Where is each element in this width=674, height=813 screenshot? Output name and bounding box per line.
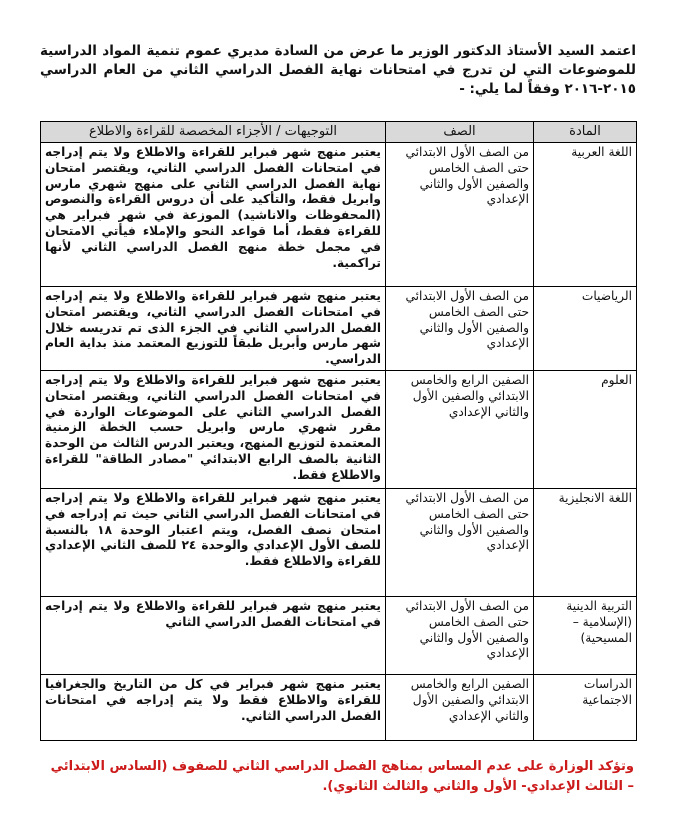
exam-exclusions-table bbox=[40, 121, 637, 741]
grade-cell: من الصف الأول الابتدائي حتى الصف الخامس والصفين الأول والثاني الإعدادي bbox=[386, 287, 534, 371]
table-row bbox=[41, 489, 637, 597]
notes-cell: يعتبر منهج شهر فبراير للقراءة والاطلاع ولا يتم إدراجه في امتحانات الفصل الدراسي الثاني bbox=[41, 597, 386, 675]
subject-cell: التربية الدينية (الإسلامية – المسيحية) bbox=[534, 597, 637, 675]
notes-cell: يعتبر منهج شهر فبراير في كل من التاريخ والجغرافيا للقراءة والاطلاع فقط ولا يتم إدراجه في امتحانات الفصل الدراسي الثاني. bbox=[41, 675, 386, 741]
footer-note: وتؤكد الوزارة على عدم المساس بمناهج الفصل الدراسي الثاني للصفوف (السادس الابتدائي – الثالث الإعدادي- الأول والثاني والثالث الثانوي). bbox=[50, 759, 634, 794]
table-row bbox=[41, 675, 637, 741]
table-row bbox=[41, 287, 637, 371]
notes-cell: يعتبر منهج شهر فبراير للقراءة والاطلاع ولا يتم إدراجه في امتحانات الفصل الدراسي الثاني، ويقتصر امتحان الفصل الدراسي الثاني في الجزء الذى تم تدريسه خلال شهر مارس وأبريل طبقاً للتوزيع المعتمد منذ بداية العام الدراسي. bbox=[41, 287, 386, 371]
header-grade: الصف bbox=[386, 122, 534, 143]
subject-cell: الرياضيات bbox=[534, 287, 637, 371]
notes-cell: يعتبر منهج شهر فبراير للقراءة والاطلاع ولا يتم إدراجه في امتحانات الفصل الدراسي الثاني، ويقتصر امتحان الفصل الدراسي الثاني على الموضوعات الواردة في مقرر شهري مارس وابريل حسب الخطة الزمنية المعتمدة لتوزيع المنهج، ويعتبر الدرس الثالث من الوحدة الثانية بالصف الرابع الابتدائي "مصادر الطاقة" للقراءة والاطلاع فقط. bbox=[41, 371, 386, 489]
table-header-row bbox=[41, 122, 637, 143]
grade-cell: من الصف الأول الابتدائي حتى الصف الخامس والصفين الأول والثاني الإعدادي bbox=[386, 597, 534, 675]
table-row bbox=[41, 143, 637, 287]
header-subject: المادة bbox=[534, 122, 637, 143]
grade-cell: من الصف الأول الابتدائي حتى الصف الخامس والصفين الأول والثاني الإعدادي bbox=[386, 143, 534, 287]
subject-cell: اللغة العربية bbox=[534, 143, 637, 287]
intro-paragraph: اعتمد السيد الأستاذ الدكتور الوزير ما عرض من السادة مديري عموم تنمية المواد الدراسية للموضوعات التي لن تدرج في امتحانات نهاية الفصل الدراسي الثاني من العام الدراسي ٢٠١٥-٢٠١٦ وفقاً لما يلي: - bbox=[40, 43, 636, 97]
grade-cell: من الصف الأول الابتدائي حتى الصف الخامس والصفين الأول والثاني الإعدادي bbox=[386, 489, 534, 597]
notes-cell: يعتبر منهج شهر فبراير للقراءة والاطلاع ولا يتم إدراجه في امتحانات الفصل الدراسي الثاني حيث تم إدراجه في امتحان نصف الفصل، ويتم اعتبار الوحدة ١٨ بالنسبة للصف الأول الإعدادي والوحدة ٢٤ للصف الثاني الإعدادي للقراءة والاطلاع فقط. bbox=[41, 489, 386, 597]
table-row bbox=[41, 597, 637, 675]
subject-cell: اللغة الانجليزية bbox=[534, 489, 637, 597]
notes-cell: يعتبر منهج شهر فبراير للقراءة والاطلاع ولا يتم إدراجه في امتحانات الفصل الدراسي الثاني، ويقتصر امتحان نهاية الفصل الدراسي الثاني على منهج شهري مارس وابريل فقط، والتأكيد على أن دروس القراءة والنصوص (المحفوظات والاناشيد) الموزعة في شهر فبراير هي للقراءة فقط، أما قواعد النحو والإملاء فيأتي الامتحان في مجمل خطة منهج الفصل الدراسي الثاني لأنها تراكمية. bbox=[41, 143, 386, 287]
grade-cell: الصفين الرابع والخامس الابتدائي والصفين الأول والثاني الإعدادي bbox=[386, 371, 534, 489]
header-notes: التوجيهات / الأجزاء المخصصة للقراءة والاطلاع bbox=[41, 122, 386, 143]
grade-cell: الصفين الرابع والخامس الابتدائي والصفين الأول والثاني الإعدادي bbox=[386, 675, 534, 741]
table-row bbox=[41, 371, 637, 489]
subject-cell: العلوم bbox=[534, 371, 637, 489]
subject-cell: الدراسات الاجتماعية bbox=[534, 675, 637, 741]
